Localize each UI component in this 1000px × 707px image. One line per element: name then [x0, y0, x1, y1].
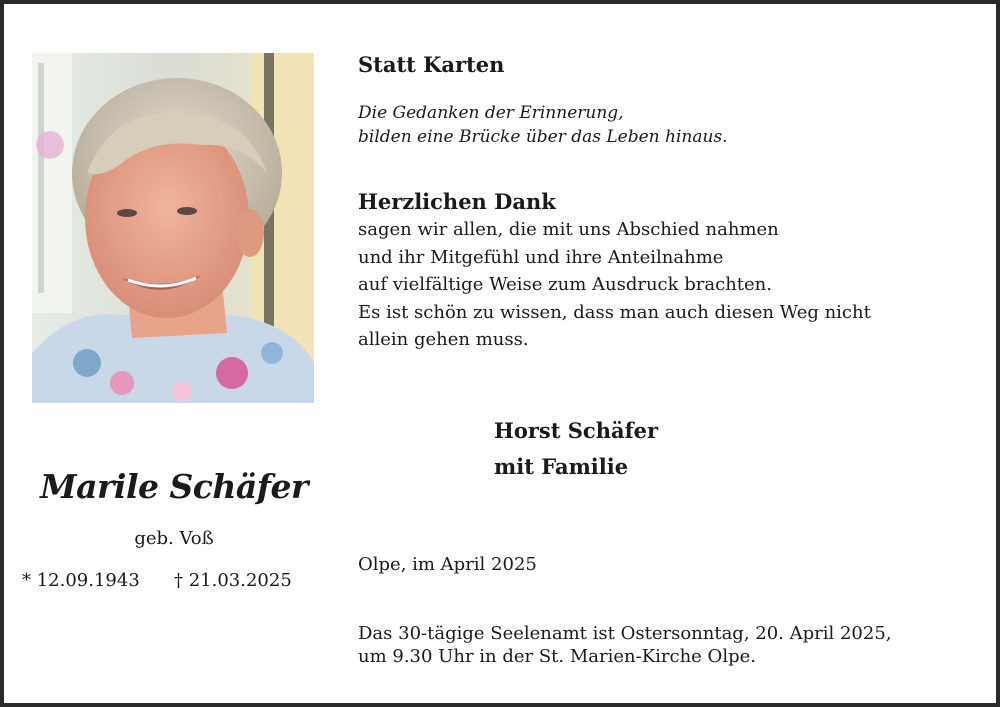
thanks-line: sagen wir allen, die mit uns Abschied nahmen	[358, 219, 779, 240]
quote-line: Die Gedanken der Erinnerung,	[358, 103, 624, 123]
deceased-name: Marile Schäfer	[40, 467, 308, 506]
thanks-line: allein gehen muss.	[358, 329, 529, 350]
quote-line: bilden eine Brücke über das Leben hinaus.	[358, 127, 728, 147]
header-statt-karten: Statt Karten	[358, 52, 505, 77]
place-date: Olpe, im April 2025	[358, 554, 537, 575]
memorial-quote	[358, 101, 728, 149]
mass-line: um 9.30 Uhr in der St. Marien-Kirche Olpe.	[358, 646, 756, 667]
birth-date: * 12.09.1943	[22, 570, 140, 591]
signers	[494, 413, 658, 485]
birth-name: geb. Voß	[134, 528, 214, 549]
death-date: † 21.03.2025	[174, 570, 292, 591]
thanks-line: Es ist schön zu wissen, dass man auch diesen Weg nicht	[358, 301, 871, 323]
signer-family: mit Familie	[494, 454, 629, 479]
thanks-heading: Herzlichen Dank	[358, 189, 556, 214]
mass-notice	[358, 622, 978, 668]
portrait-photo	[32, 53, 314, 403]
signer-name: Horst Schäfer	[494, 418, 659, 443]
mass-line: Das 30-tägige Seelenamt ist Ostersonntag, 20. April 2025,	[358, 623, 892, 644]
thanks-line: auf vielfältige Weise zum Ausdruck brachten.	[358, 274, 772, 295]
thanks-line: und ihr Mitgefühl und ihre Anteilnahme	[358, 246, 724, 268]
thanks-text	[358, 216, 958, 354]
